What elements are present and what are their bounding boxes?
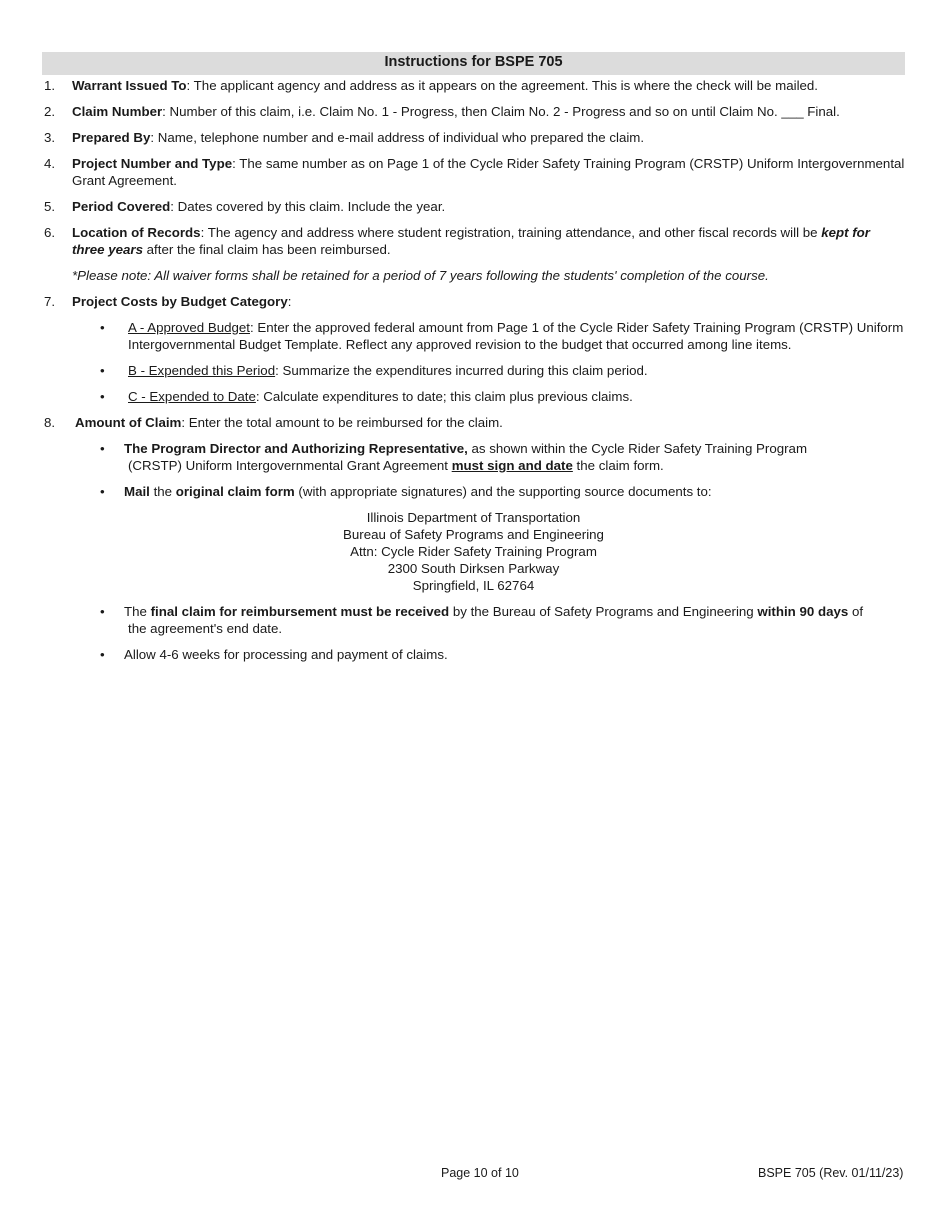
item-label: Project Number and Type: [72, 156, 233, 171]
bullet-icon: •: [100, 484, 105, 499]
bullet-icon: •: [100, 320, 105, 335]
page-number: Page 10 of 10: [441, 1166, 519, 1180]
list-item: [42, 319, 906, 353]
bullet-icon: •: [100, 363, 105, 378]
bullet-icon: •: [100, 647, 105, 662]
item-text: : The applicant agency and address as it appears on the agreement. This is where the check will be mailed.: [186, 78, 819, 93]
item-number: 1.: [44, 78, 56, 93]
address-line: Springfield, IL 62764: [412, 578, 535, 593]
page-title: Instructions for BSPE 705: [42, 52, 905, 75]
item-number: 4.: [44, 156, 56, 171]
instruction-item: [42, 77, 906, 94]
mailing-address: [42, 509, 906, 594]
list-item: [42, 646, 906, 663]
item-number: 7.: [44, 294, 56, 309]
bullet-label: C - Expended to Date: [128, 389, 256, 404]
bullet-continuation: the agreement's end date.: [128, 621, 283, 636]
bullet-bold-text: within 90 days: [757, 604, 849, 619]
list-item: [42, 388, 906, 405]
claim-amount-list: [42, 440, 906, 663]
instruction-item: [42, 198, 906, 215]
waiver-note: *Please note: All waiver forms shall be retained for a period of 7 years following the students' completion of the course.: [72, 268, 769, 283]
instruction-item: [42, 293, 906, 310]
bullet-text: : Calculate expenditures to date; this claim plus previous claims.: [255, 389, 633, 404]
item-text: after the final claim has been reimbursed.: [142, 242, 391, 257]
item-label: Amount of Claim: [75, 415, 182, 430]
bullet-text: as shown within the Cycle Rider Safety Training Program: [467, 441, 808, 456]
instruction-item: [42, 414, 906, 431]
address-line: 2300 South Dirksen Parkway: [387, 561, 560, 576]
bullet-text: of: [848, 604, 864, 619]
emphasis-text: must sign and date: [451, 458, 573, 473]
item-label: Warrant Issued To: [72, 78, 187, 93]
item-text: :: [287, 294, 292, 309]
bullet-bold-text: Mail: [124, 484, 150, 499]
bullet-text: by the Bureau of Safety Programs and Engineering: [449, 604, 758, 619]
bullet-bold-text: final claim for reimbursement must be received: [150, 604, 450, 619]
item-number: 5.: [44, 199, 56, 214]
bullet-text: : Enter the approved federal amount from Page 1 of the Cycle Rider Safety Training Program (CRSTP) Uniform Intergovernmental Budget Template. Reflect any approved revision to the budget that occurred among line items.: [128, 320, 904, 352]
bullet-text: (with appropriate signatures) and the supporting source documents to:: [294, 484, 712, 499]
item-label: Location of Records: [72, 225, 201, 240]
item-text: : Enter the total amount to be reimbursed for the claim.: [181, 415, 503, 430]
item-label: Project Costs by Budget Category: [72, 294, 288, 309]
bullet-text: the claim form.: [572, 458, 664, 473]
item-number: 6.: [44, 225, 56, 240]
bullet-text: : Summarize the expenditures incurred during this claim period.: [275, 363, 648, 378]
bullet-icon: •: [100, 441, 105, 456]
bullet-text: The: [124, 604, 151, 619]
bullet-bold-text: The Program Director and Authorizing Representative,: [124, 441, 468, 456]
list-item: [42, 362, 906, 379]
bullet-text: (CRSTP) Uniform Intergovernmental Grant Agreement: [128, 458, 452, 473]
bullet-label: A - Approved Budget: [128, 320, 250, 335]
item-text: : Dates covered by this claim. Include the year.: [170, 199, 446, 214]
item-number: 2.: [44, 104, 56, 119]
instruction-item: [42, 103, 906, 120]
item-text: : The same number as on Page 1 of the Cycle Rider Safety Training Program (CRSTP) Uniform Intergovernmental Grant Agreement.: [72, 156, 905, 188]
item-label: Claim Number: [72, 104, 163, 119]
bullet-text: Allow 4-6 weeks for processing and payment of claims.: [124, 647, 448, 662]
item-text: : Number of this claim, i.e. Claim No. 1 - Progress, then Claim No. 2 - Progress and so on until Claim No. ___ Final.: [162, 104, 840, 119]
instruction-item: [42, 155, 906, 189]
instruction-item: [42, 224, 906, 258]
item-label: Prepared By: [72, 130, 151, 145]
bullet-icon: •: [100, 604, 105, 619]
item-text: : The agency and address where student registration, training attendance, and other fiscal records will be: [200, 225, 822, 240]
bullet-continuation: [124, 457, 906, 474]
list-item: [42, 603, 906, 637]
item-label: Period Covered: [72, 199, 171, 214]
instructions-body: [42, 76, 906, 663]
bullet-label: B - Expended this Period: [128, 363, 276, 378]
bullet-bold-text: original claim form: [175, 484, 295, 499]
address-line: Illinois Department of Transportation: [366, 510, 581, 525]
bullet-icon: •: [100, 389, 105, 404]
item-number: 8.: [44, 415, 56, 430]
budget-category-list: [42, 319, 906, 405]
item-number: 3.: [44, 130, 56, 145]
list-item: [42, 483, 906, 500]
form-revision: BSPE 705 (Rev. 01/11/23): [758, 1166, 904, 1180]
list-item: [42, 440, 906, 474]
item-text: : Name, telephone number and e-mail address of individual who prepared the claim.: [150, 130, 645, 145]
bullet-text: the: [149, 484, 176, 499]
emphasis-text: kept for three years: [72, 225, 870, 257]
instruction-item: [42, 129, 906, 146]
address-line: Attn: Cycle Rider Safety Training Program: [350, 544, 597, 559]
address-line: Bureau of Safety Programs and Engineering: [343, 527, 604, 542]
